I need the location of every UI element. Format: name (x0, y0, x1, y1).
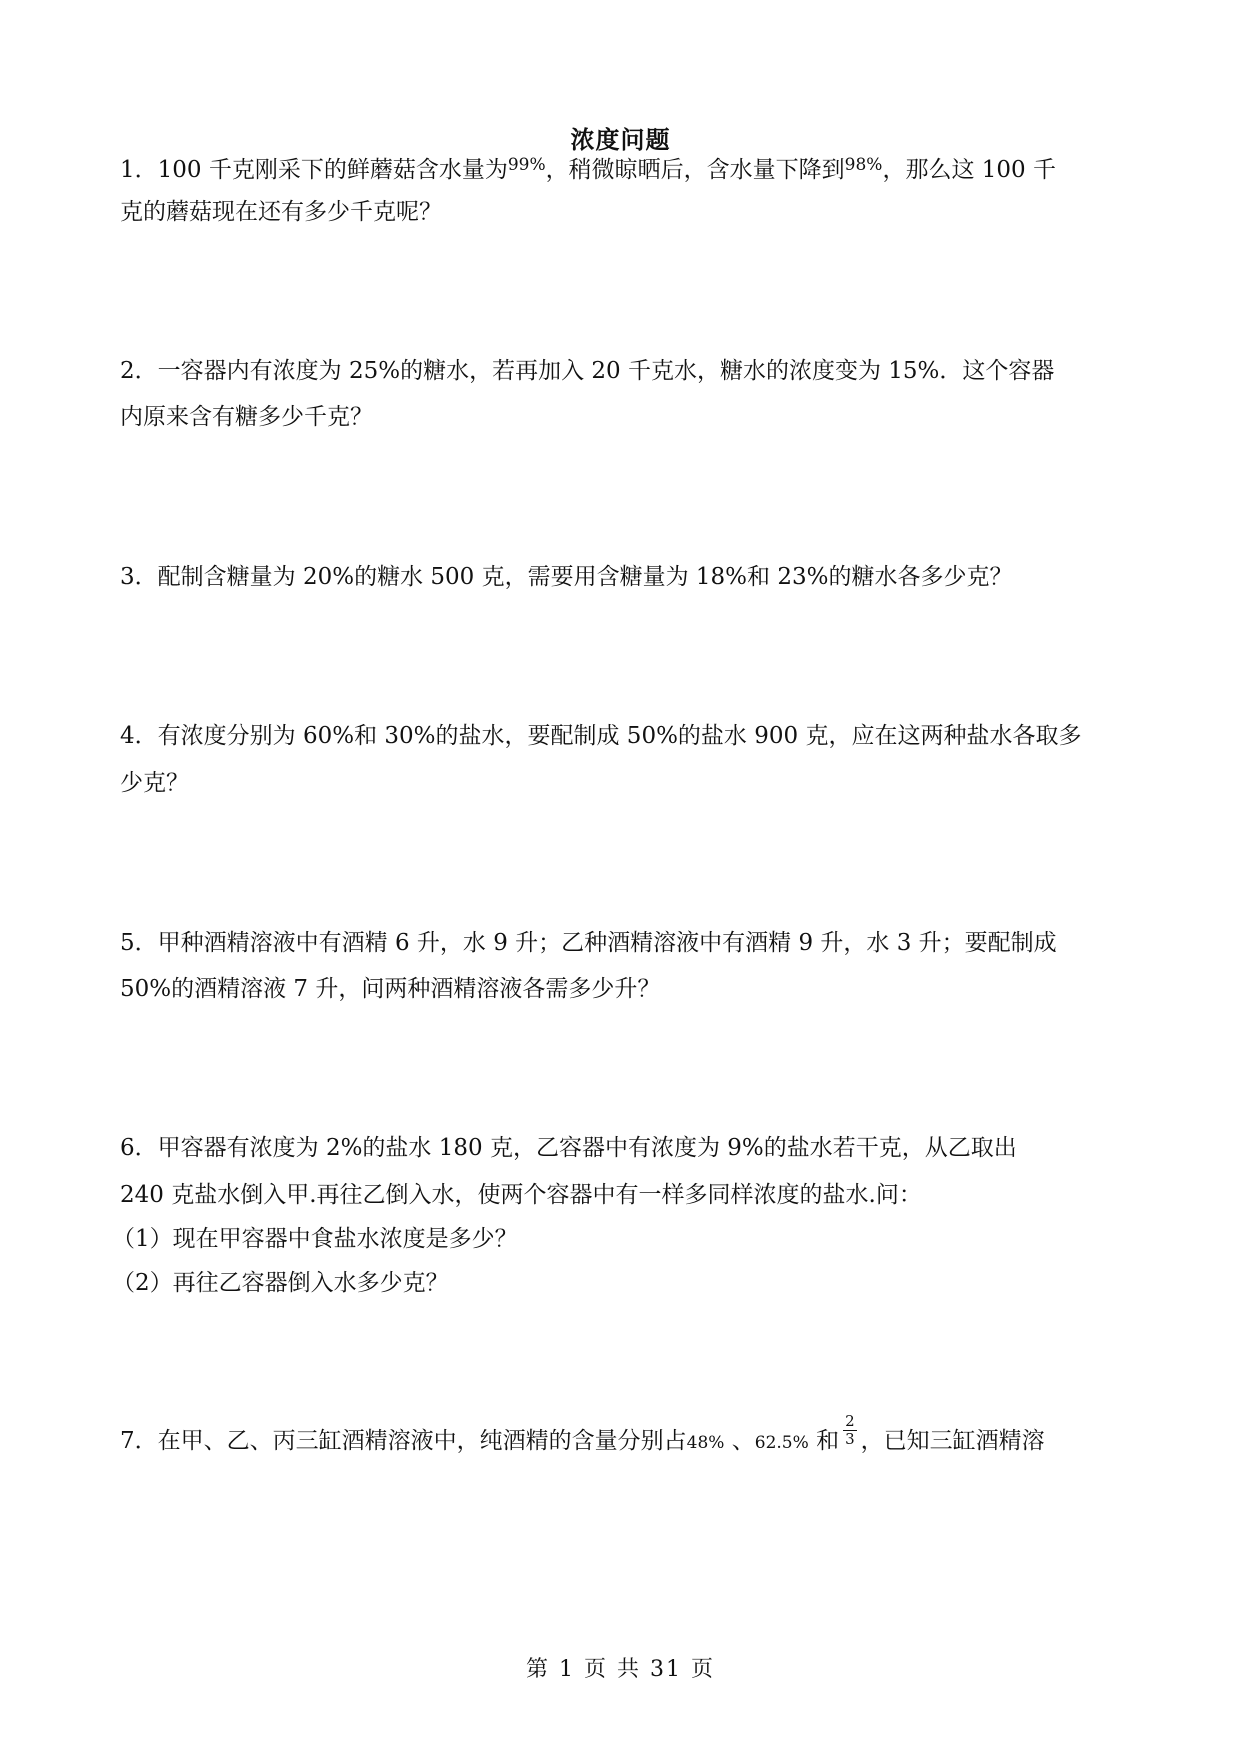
question-6-subquestion-1: （1）现在甲容器中食盐水浓度是多少？ (112, 1226, 518, 1252)
question-2-line-1: 2．一容器内有浓度为 25%的糖水，若再加入 20 千克水，糖水的浓度变为 15%．这个容器 (120, 358, 1055, 384)
question-7-line-1 (120, 1411, 1130, 1460)
page-footer: 第 1 页 共 31 页 (526, 1657, 715, 1682)
question-1-percent-a: 99% (507, 155, 546, 175)
question-5-line-1: 5．甲种酒精溶液中有酒精 6 升，水 9 升；乙种酒精溶液中有酒精 9 升，水 3 升；要配制成 (120, 930, 1057, 956)
question-7-fraction (843, 1413, 857, 1448)
question-1-text-b: ，稍微晾晒后，含水量下降到 (545, 157, 845, 183)
question-7-percent-a: 48% (686, 1433, 725, 1453)
question-6-subquestion-2: （2）再往乙容器倒入水多少克？ (112, 1270, 449, 1296)
question-1-text-a: 1．100 千克刚采下的鲜蘑菇含水量为 (120, 157, 508, 183)
question-4-line-1: 4．有浓度分别为 60%和 30%的盐水，要配制成 50%的盐水 900 克，应在这两种盐水各取多 (120, 723, 1082, 749)
question-2-line-2: 内原来含有糖多少千克？ (120, 404, 373, 430)
fraction-denominator: 3 (845, 1429, 855, 1448)
fraction-numerator: 2 (845, 1411, 855, 1430)
question-3-line-1: 3．配制含糖量为 20%的糖水 500 克，需要用含糖量为 18%和 23%的糖水各多少克？ (120, 564, 1013, 590)
question-6-line-2: 240 克盐水倒入甲.再往乙倒入水，使两个容器中有一样多同样浓度的盐水.问： (120, 1182, 922, 1208)
page-title: 浓度问题 (570, 125, 671, 154)
question-1-line-2: 克的蘑菇现在还有多少千克呢？ (120, 199, 442, 225)
question-7-and: 和 (808, 1428, 840, 1454)
question-7-percent-b: 62.5% (754, 1433, 809, 1453)
question-1-text-c: ，那么这 100 千 (882, 157, 1056, 183)
question-7-text-a: 7．在甲、乙、丙三缸酒精溶液中，纯酒精的含量分别占 (120, 1428, 687, 1454)
question-4-line-2: 少克？ (120, 770, 189, 796)
question-7-separator: 、 (724, 1428, 755, 1454)
question-1-percent-b: 98% (844, 155, 883, 175)
question-1-line-1 (120, 148, 1130, 187)
question-5-line-2: 50%的酒精溶液 7 升，问两种酒精溶液各需多少升？ (120, 976, 661, 1002)
question-6-line-1: 6．甲容器有浓度为 2%的盐水 180 克，乙容器中有浓度为 9%的盐水若干克，从乙取出 (120, 1135, 1017, 1161)
question-7-text-b: ，已知三缸酒精溶 (860, 1428, 1045, 1454)
